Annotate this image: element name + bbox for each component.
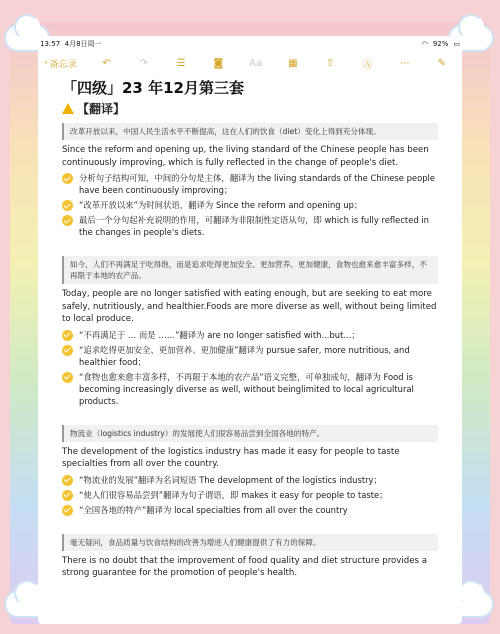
translation-3: The development of the logistics industry has made it easy for people to taste specialties from all over the country. — [62, 446, 400, 469]
source-quote-3: 物流业（logistics industry）的发展使人们很容易品尝到全国各地的特产。 — [62, 425, 438, 442]
translation-4: There is no doubt that the improvement of food quality and diet structure provides a strong guarantee for the promotion of people's health. — [62, 555, 427, 578]
checkmark-icon — [62, 215, 73, 226]
checkmark-icon — [62, 490, 73, 501]
wifi-icon: ◠ — [421, 40, 428, 48]
note-content[interactable] — [62, 78, 438, 580]
list-item: “食物也愈来愈丰富多样，不再限于本地的农产品”语义完整，可单独成句，翻译为 Food is becoming increasingly diverse as well, without beinglimited to local agricultural products. — [62, 371, 438, 407]
back-label: 备忘录 — [49, 59, 77, 70]
list-item: “不再满足于 … 而是 ……”翻译为 are no longer satisfied with...but...； — [62, 329, 438, 341]
source-quote-4: 毫无疑问，食品质量与饮食结构的改善为增进人们健康提供了有力的保障。 — [62, 534, 438, 551]
compose-icon[interactable]: ✎ — [437, 57, 447, 69]
status-date: 4月8日周一 — [64, 40, 102, 48]
status-bar — [0, 36, 500, 52]
share-icon[interactable]: ⇧ — [325, 57, 335, 69]
chevron-left-icon: ‹ — [44, 58, 48, 68]
checkmark-icon — [62, 173, 73, 184]
checkmark-icon — [62, 505, 73, 516]
translation-2: Today, people are no longer satisfied with eating enough, but are seeking to eat more safely, nutritiously, and healthier.Foods are more diverse as well, without being limited to local produce. — [62, 289, 437, 324]
list-item: “追求吃得更加安全、更加营养、更加健康”翻译为 pursue safer, more nutritious, and healthier food； — [62, 344, 438, 368]
list-item: “物流业的发展”翻译为名词短语 The development of the logistics industry； — [62, 474, 438, 486]
list-item: “使人们很容易品尝到”翻译为句子谓语，即 makes it easy for people to taste； — [62, 489, 438, 501]
camera-icon[interactable]: ◙ — [213, 57, 224, 69]
battery-icon: ▭ — [453, 40, 460, 48]
notes-toolbar — [38, 52, 462, 74]
translation-1: Since the reform and opening up, the living standard of the Chinese people has been continuously improving, which is fully reflected in the change of people's diet. — [62, 145, 429, 168]
more-icon[interactable]: ⋯ — [399, 57, 410, 69]
undo-icon[interactable]: ↶ — [102, 57, 111, 69]
list-item: 分析句子结构可知，中间的分句是主体，翻译为 the living standards of the Chinese people have been continuously improving； — [62, 172, 438, 196]
battery-percent: 92% — [432, 40, 449, 48]
checkmark-icon — [62, 200, 73, 211]
list-item: 最后一个分句起补充说明的作用，可翻译为非限制性定语从句，即 which is fully reflected in the changes in people's diets. — [62, 214, 438, 238]
source-quote-1: 改革开放以来，中国人民生活水平不断提高，这在人们的饮食（diet）变化上得到充分体现。 — [62, 123, 438, 140]
redo-icon[interactable]: ↷ — [139, 57, 149, 69]
section-heading — [62, 100, 438, 117]
checkmark-icon — [62, 345, 73, 356]
checkmark-icon — [62, 372, 73, 383]
note-title: 「四级」23 年12月第三套 — [62, 79, 244, 97]
section-label: 【翻译】 — [77, 102, 126, 116]
back-button[interactable] — [44, 57, 77, 70]
status-time: 13:57 — [40, 40, 61, 48]
checkmark-icon — [62, 475, 73, 486]
markup-icon[interactable]: Ⓐ — [362, 59, 373, 71]
list-item: “改革开放以来”为时间状语，翻译为 Since the reform and opening up； — [62, 199, 438, 211]
checklist-icon[interactable]: ☰ — [176, 57, 186, 69]
warning-icon — [62, 103, 74, 114]
checkmark-icon — [62, 330, 73, 341]
source-quote-2: 如今，人们不再满足于吃得饱，而是追求吃得更加安全、更加营养、更加健康，食物也愈来愈丰富多样，不再限于本地的农产品。 — [62, 256, 438, 284]
format-text-icon[interactable]: Aa — [249, 57, 263, 69]
list-item: “全国各地的特产”翻译为 local specialties from all over the country — [62, 504, 438, 516]
table-icon[interactable]: ▦ — [288, 57, 298, 69]
